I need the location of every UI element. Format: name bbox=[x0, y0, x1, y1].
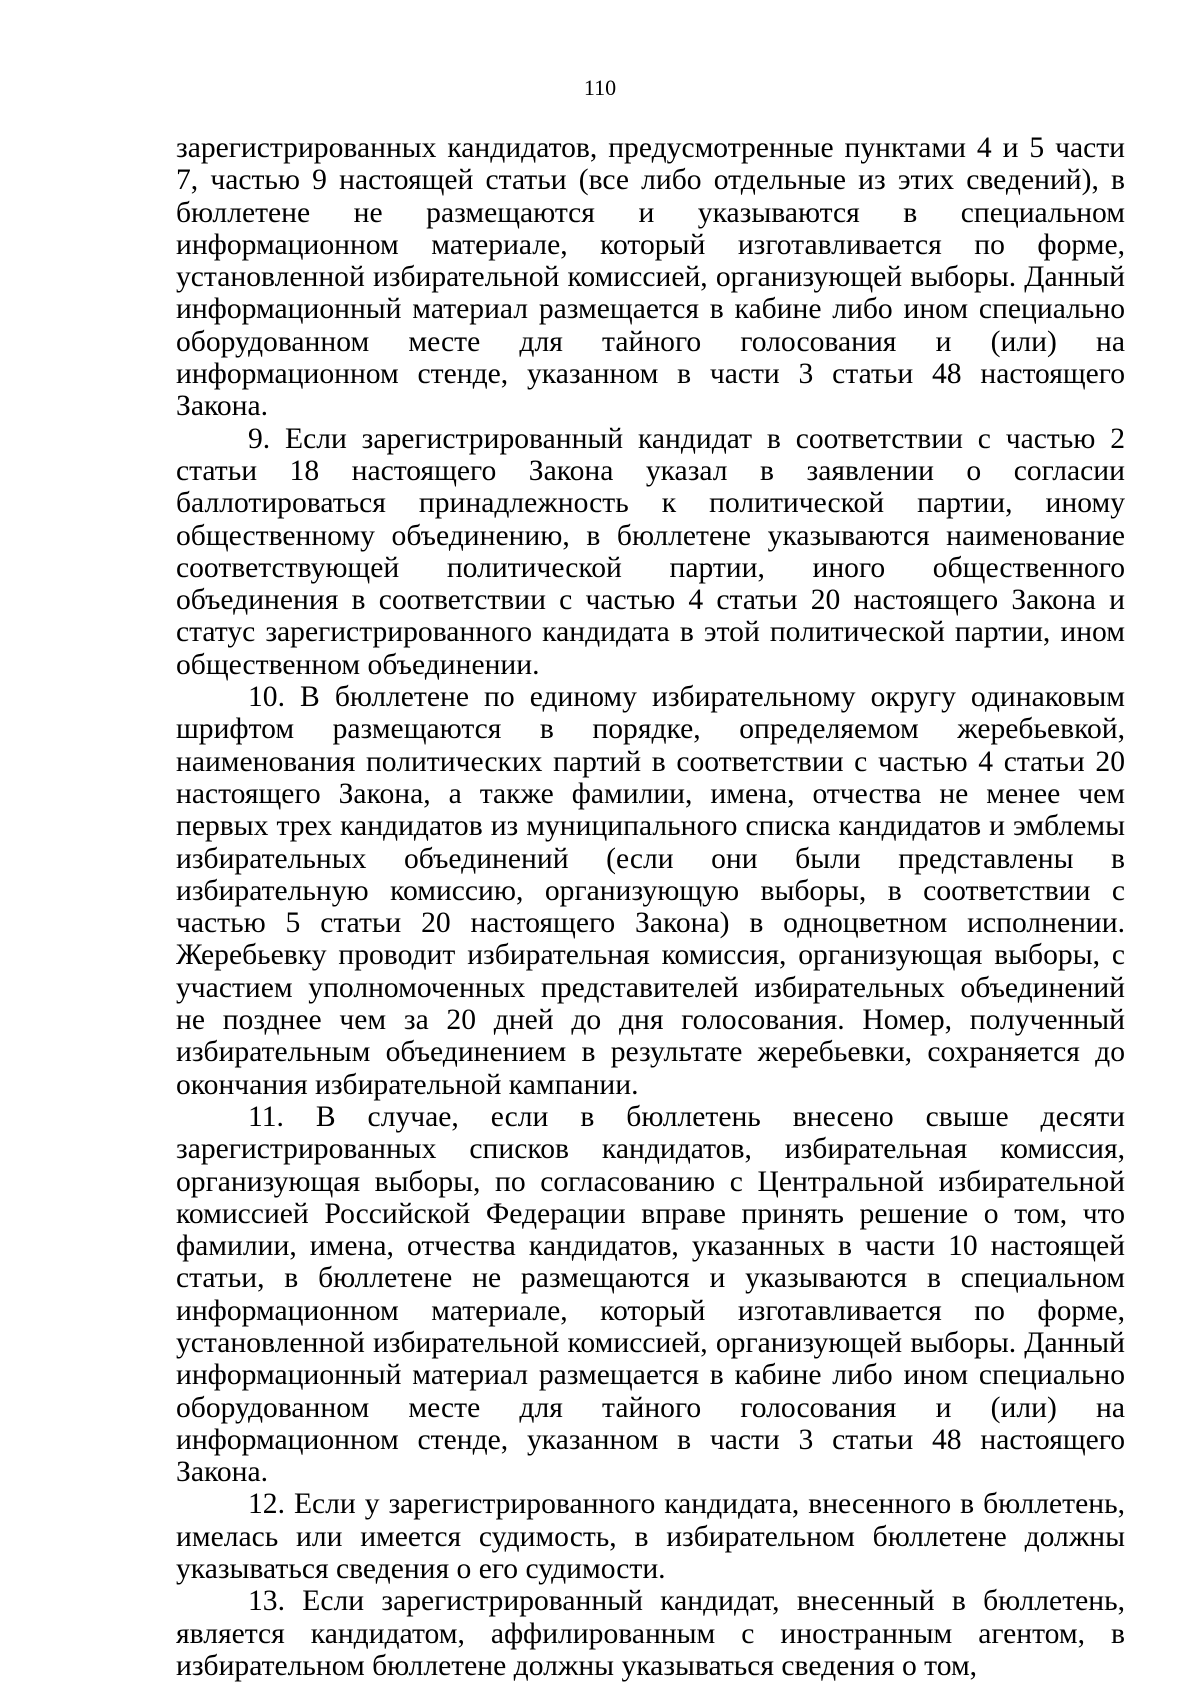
paragraph-12: 12. Если у зарегистрированного кандидата, внесенного в бюллетень, имелась или имеется судимость, в избирательном бюллетене должны указываться сведения о его судимости. bbox=[176, 1488, 1125, 1586]
paragraph-13: 13. Если зарегистрированный кандидат, внесенный в бюллетень, является кандидатом, аффилированным с иностранным агентом, в избирательном бюллетене должны указываться сведения о том, bbox=[176, 1585, 1125, 1682]
document-body bbox=[176, 132, 1125, 1682]
paragraph-continuation: зарегистрированных кандидатов, предусмотренные пунктами 4 и 5 части 7, частью 9 настоящей статьи (все либо отдельные из этих сведений), в бюллетене не размещаются и указываются в специальном информационном материале, который изготавливается по форме, установленной избирательной комиссией, организующей выборы. Данный информационный материал размещается в кабине либо ином специально оборудованном месте для тайного голосования и (или) на информационном стенде, указанном в части 3 статьи 48 настоящего Закона. bbox=[176, 132, 1125, 423]
page-number: 110 bbox=[583, 75, 617, 100]
paragraph-10: 10. В бюллетене по единому избирательному округу одинаковым шрифтом размещаются в порядке, определяемом жеребьевкой, наименования политических партий в соответствии с частью 4 статьи 20 настоящего Закона, а также фамилии, имена, отчества не менее чем первых трех кандидатов из муниципального списка кандидатов и эмблемы избирательных объединений (если они были представлены в избирательную комиссию, организующую выборы, в соответствии с частью 5 статьи 20 настоящего Закона) в одноцветном исполнении. Жеребьевку проводит избирательная комиссия, организующая выборы, с участием уполномоченных представителей избирательных объединений не позднее чем за 20 дней до дня голосования. Номер, полученный избирательным объединением в результате жеребьевки, сохраняется до окончания избирательной кампании. bbox=[176, 681, 1125, 1101]
paragraph-9: 9. Если зарегистрированный кандидат в соответствии с частью 2 статьи 18 настоящего Закона указал в заявлении о согласии баллотироваться принадлежность к политической партии, иному общественному объединению, в бюллетене указываются наименование соответствующей политической партии, иного общественного объединения в соответствии с частью 4 статьи 20 настоящего Закона и статус зарегистрированного кандидата в этой политической партии, ином общественном объединении. bbox=[176, 422, 1125, 681]
paragraph-11: 11. В случае, если в бюллетень внесено свыше десяти зарегистрированных списков кандидатов, избирательная комиссия, организующая выборы, по согласованию с Центральной избирательной комиссией Российской Федерации вправе принять решение о том, что фамилии, имена, отчества кандидатов, указанных в части 10 настоящей статьи, в бюллетене не размещаются и указываются в специальном информационном материале, который изготавливается по форме, установленной избирательной комиссией, организующей выборы. Данный информационный материал размещается в кабине либо ином специально оборудованном месте для тайного голосования и (или) на информационном стенде, указанном в части 3 статьи 48 настоящего Закона. bbox=[176, 1100, 1125, 1489]
